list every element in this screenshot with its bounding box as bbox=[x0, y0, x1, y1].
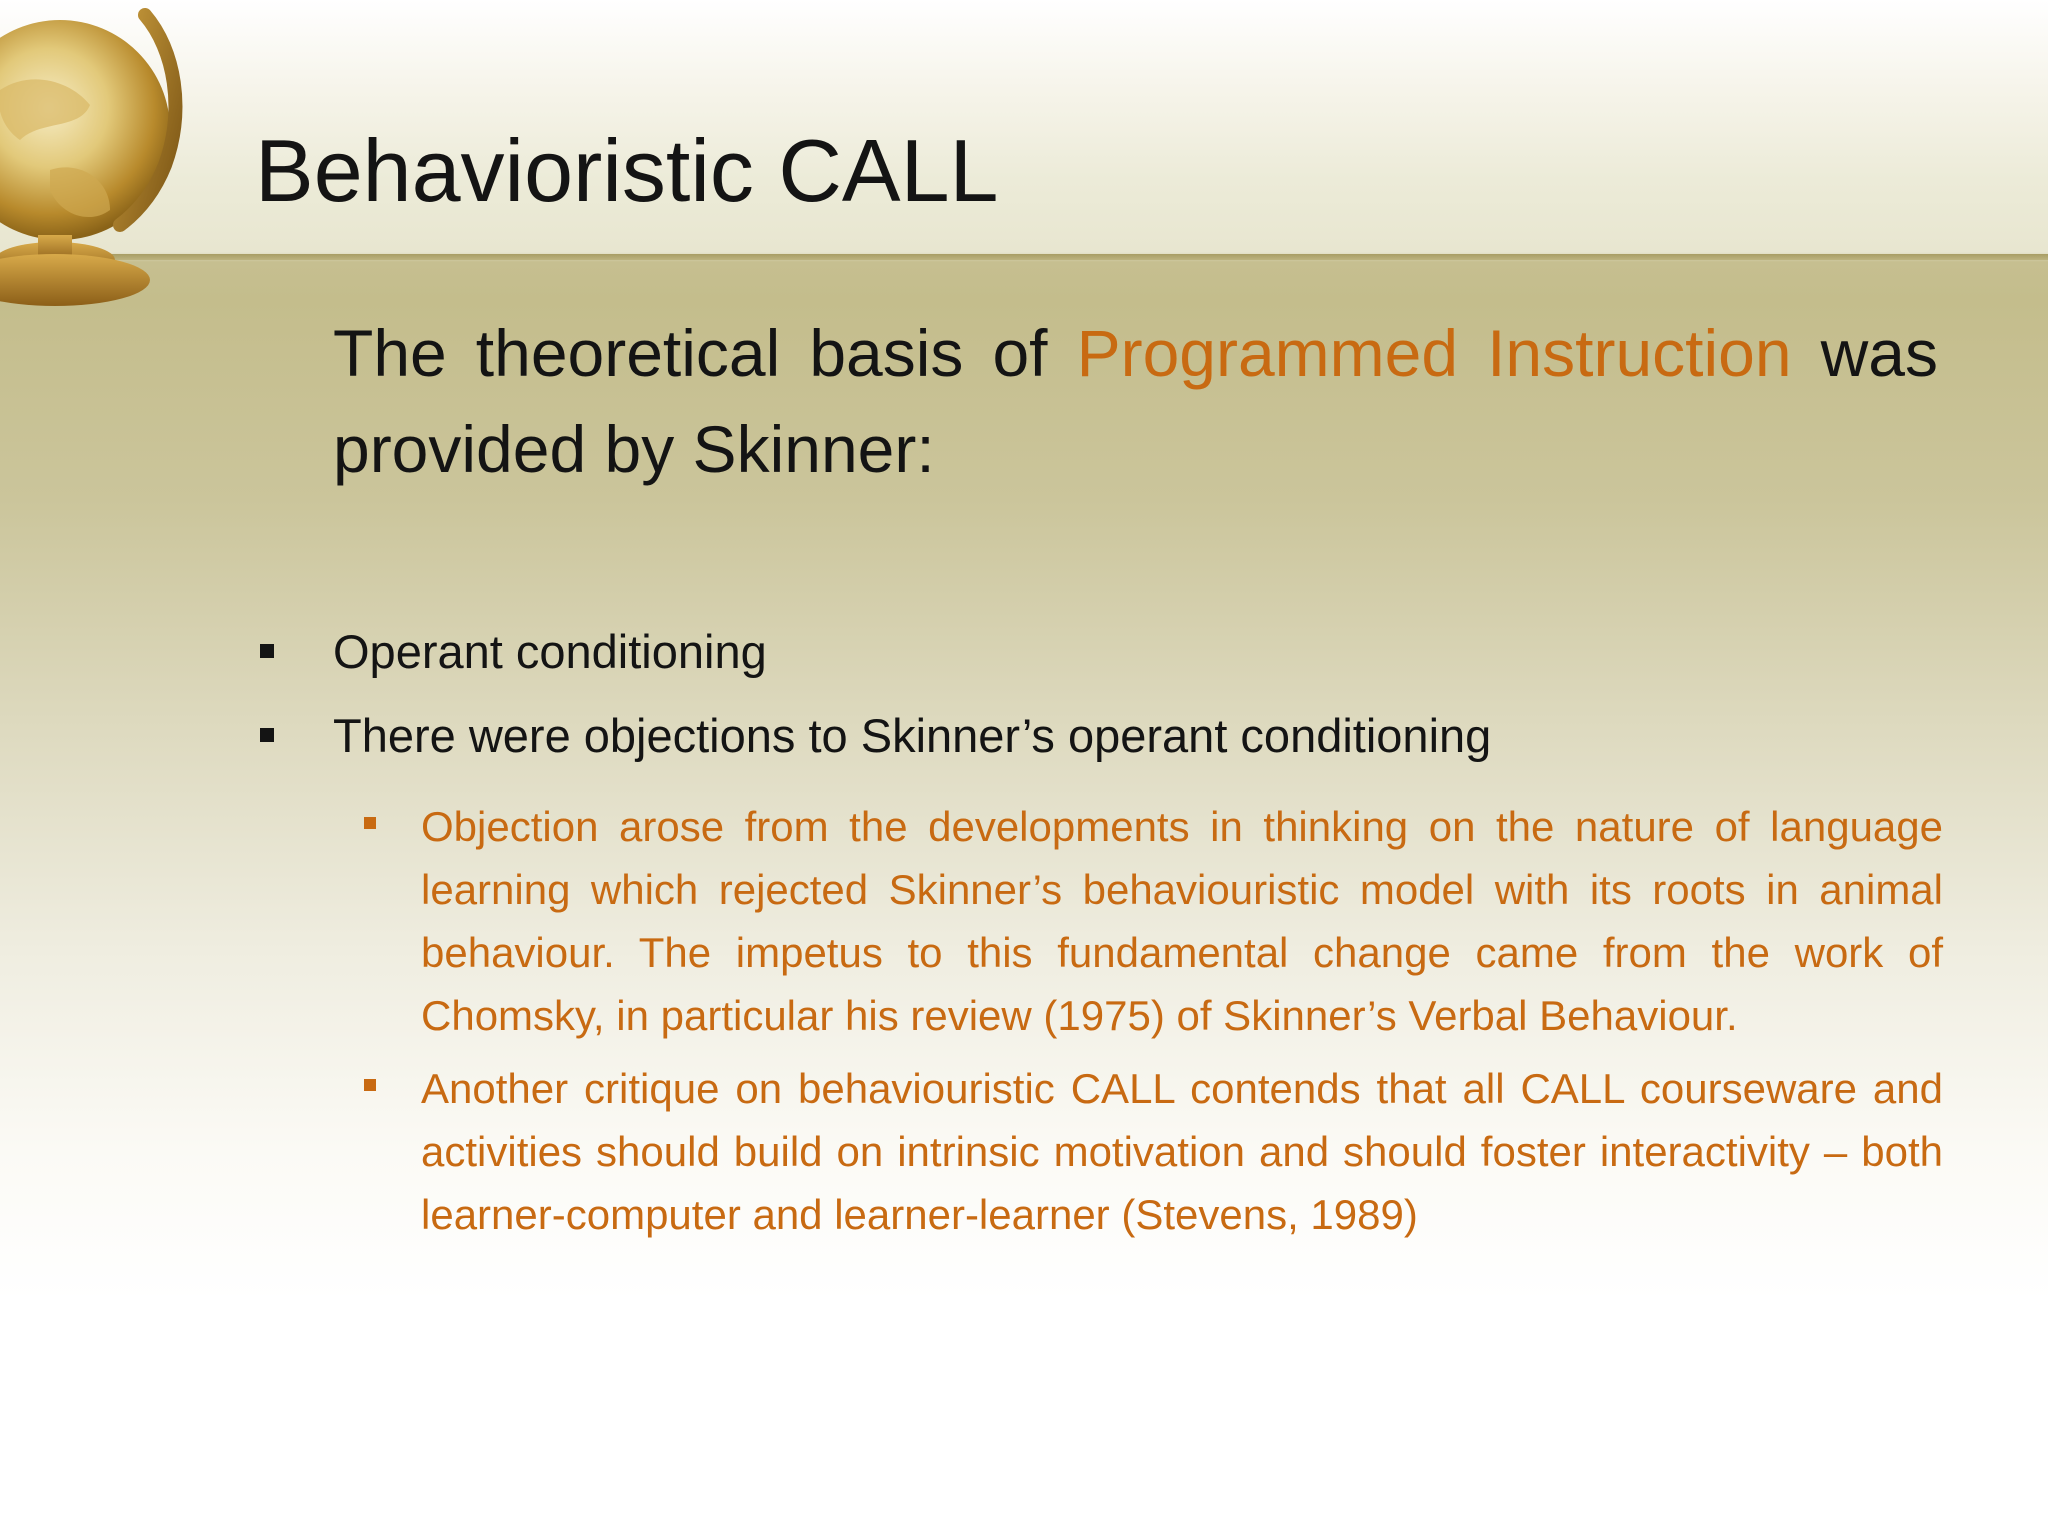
slide-title: Behavioristic CALL bbox=[255, 121, 999, 220]
sub-bullet-item bbox=[255, 1057, 1945, 1246]
intro-highlight: Programmed Instruction bbox=[1076, 316, 1792, 390]
bullet-list bbox=[255, 620, 1945, 788]
intro-text-after: was provided by Skinner: bbox=[333, 316, 1939, 486]
sub-bullet-list bbox=[255, 795, 1945, 1246]
square-bullet-icon bbox=[260, 728, 274, 742]
square-bullet-icon bbox=[364, 1079, 376, 1091]
sub-bullet-text: Objection arose from the developments in thinking on the nature of language learning which rejected Skinner’s behaviouristic model with its roots in animal behaviour. The impetus to this fundamental change came from the work of Chomsky, in particular his review (1975) of Skinner’s Verbal Behaviour. bbox=[421, 803, 1943, 1039]
bullet-item bbox=[255, 620, 1945, 684]
bullet-item bbox=[255, 704, 1945, 768]
sub-bullet-text: Another critique on behaviouristic CALL contends that all CALL courseware and activities should build on intrinsic motivation and should foster interactivity – both learner-computer and learner-learner (Stevens, 1989) bbox=[421, 1065, 1943, 1238]
bullet-text: Operant conditioning bbox=[333, 625, 767, 678]
globe-icon bbox=[0, 0, 200, 340]
bullet-text: There were objections to Skinner’s operant conditioning bbox=[333, 709, 1492, 762]
title-divider bbox=[0, 254, 2048, 260]
intro-text-before: The theoretical basis of bbox=[333, 316, 1077, 390]
intro-paragraph bbox=[333, 305, 1938, 497]
square-bullet-icon bbox=[260, 644, 274, 658]
sub-bullet-item bbox=[255, 795, 1945, 1047]
square-bullet-icon bbox=[364, 817, 376, 829]
